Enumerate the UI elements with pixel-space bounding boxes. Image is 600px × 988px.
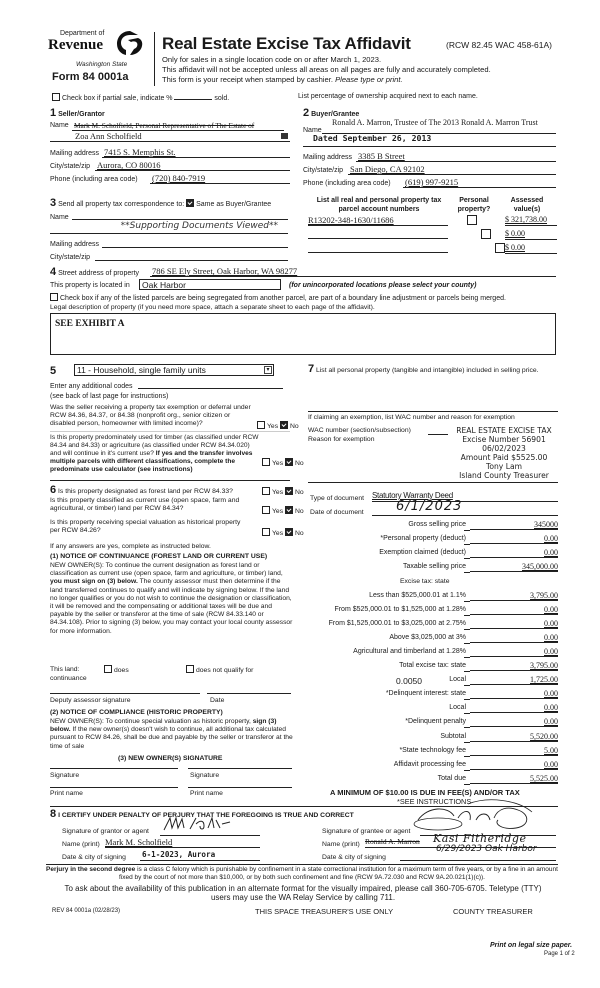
parcels-col-1-header: List all real and personal property tax parcel account numbers xyxy=(316,197,442,213)
owner-print-2-field[interactable] xyxy=(188,787,292,788)
same-as-buyer-checkbox[interactable] xyxy=(186,199,194,207)
personal-property-field[interactable] xyxy=(308,411,558,412)
tax-row-tech-fee xyxy=(300,747,558,758)
property-located-note: (for unincorporated locations please select your county) xyxy=(289,282,477,289)
notice-2-title: (2) NOTICE OF COMPLIANCE (HISTORIC PROPERTY) xyxy=(50,709,223,716)
document-type-label: Type of document xyxy=(310,495,365,502)
parcel-row-1-personal-checkbox[interactable] xyxy=(467,215,477,225)
tax-row-gross xyxy=(300,521,558,532)
dor-logo xyxy=(48,30,148,60)
seller-city-value: Aurora, CO 80016 xyxy=(97,160,161,170)
correspondence-name-field-1[interactable] xyxy=(72,211,288,220)
same-as-buyer-label: Same as Buyer/Grantee xyxy=(196,201,272,208)
grantor-signature-field[interactable] xyxy=(160,822,260,836)
s6-q3-yes-checkbox[interactable] xyxy=(262,528,270,536)
s6-q3-no-label: No xyxy=(294,530,304,537)
grantee-name-label: Name (print) xyxy=(322,841,360,848)
tax-row-personal xyxy=(300,535,558,546)
header-line-3 xyxy=(162,75,403,84)
parcel-row-3-value: $ 0.00 xyxy=(505,243,525,252)
owner-signature-2-field[interactable] xyxy=(188,768,292,769)
print-legal-note: Print on legal size paper. xyxy=(490,942,573,949)
seller-name-label: Name xyxy=(50,122,69,129)
this-land-label: This land: xyxy=(50,666,80,673)
does-label: does xyxy=(114,667,129,674)
total-due-field[interactable]: 5,525.00 xyxy=(470,774,558,784)
tax-label: Above $3,025,000 at 3% xyxy=(389,634,466,641)
accessibility-notice: To ask about the availability of this publication in an alternate format for the visually impaired, please call 360-705-6705. Teletype (TTY) users may use the WA Relay Service by calling 711. xyxy=(64,884,542,902)
tax-label: From $525,000.01 to $1,525,000 at 1.28% xyxy=(334,606,466,613)
document-date-field[interactable] xyxy=(372,499,558,516)
county-treasurer: COUNTY TREASURER xyxy=(453,907,533,916)
tax-row-tier2 xyxy=(300,606,558,617)
tier-2-tax-field[interactable]: 0.00 xyxy=(470,605,558,615)
section-8-number: 8 xyxy=(50,808,57,820)
correspondence-heading xyxy=(50,197,271,209)
property-street-row xyxy=(50,266,139,278)
tax-label: Total excise tax: state xyxy=(399,662,466,669)
parcels-col-3-header: Assessed value(s) xyxy=(510,197,544,213)
buyer-mailing-label: Mailing address xyxy=(303,154,353,161)
section-6-q1 xyxy=(50,484,233,496)
s6-q2-yes-checkbox[interactable] xyxy=(262,506,270,514)
property-street-label: Street address of property xyxy=(58,270,140,277)
grantee-name-struck: Ronald A. Marron xyxy=(365,837,420,846)
tax-label: Gross selling price xyxy=(408,521,466,528)
parcel-row-1-number: R13202-348-1630/11686 xyxy=(308,215,394,225)
notice-1-text-a: NEW OWNER(S): To continue the current designation as forest land or classification as current use (open space, farm and agriculture, or timber) land, xyxy=(50,562,283,578)
owner-signature-2-label: Signature xyxy=(190,772,220,779)
tax-row-tier3 xyxy=(300,620,558,631)
grantee-name-handwritten: Kasi Fitheridge xyxy=(433,832,527,845)
additional-codes-field[interactable] xyxy=(138,381,283,389)
section-5-q2-bold: If yes and the transfer involves multiple parcels with different classifications, complete the predominate use calculator (see instructions) xyxy=(50,450,253,473)
s6-q3-no-checkbox[interactable] xyxy=(285,528,293,536)
notice-2-bold: sign (3) below. xyxy=(50,718,277,734)
property-located-value: Oak Harbor xyxy=(142,280,186,290)
notice-2-text-b: If the new owner(s) doesn't wish to continue, all additional tax calculated pursuant to RCW 84.26, shall be due and payable by the seller or transferor at the time of sale xyxy=(50,726,293,750)
tier-3-tax-field[interactable]: 0.00 xyxy=(470,619,558,629)
seller-phone-value: (720) 840-7919 xyxy=(152,173,206,183)
tax-label: Subtotal xyxy=(440,733,466,740)
partial-sale-suffix: sold. xyxy=(214,95,230,102)
deputy-signature-field[interactable] xyxy=(50,693,200,694)
property-located-label: This property is located in xyxy=(50,282,130,289)
owner-signature-1-field[interactable] xyxy=(50,768,178,769)
legal-description-box[interactable] xyxy=(50,313,556,355)
q2-yes-checkbox[interactable] xyxy=(262,458,270,466)
delinquent-interest-state-field[interactable]: 0.00 xyxy=(470,689,558,699)
grantee-signature-scribble xyxy=(398,798,538,832)
correspondence-mailing-field[interactable] xyxy=(102,238,288,248)
subtotal-field[interactable]: 5,520.00 xyxy=(470,732,558,742)
use-code-select[interactable] xyxy=(74,364,274,376)
s6-q2-yes-label: Yes xyxy=(272,508,284,515)
grantor-name-label: Name (print) xyxy=(62,841,100,848)
dor-logo-icon xyxy=(116,30,144,56)
seller-mailing-label: Mailing address xyxy=(50,150,100,157)
total-state-tax-field[interactable]: 3,795.00 xyxy=(470,661,558,671)
property-located-select[interactable] xyxy=(139,279,281,290)
parcel-row-2-value: $ 0.00 xyxy=(505,229,525,238)
personal-property-deduct-field[interactable]: 0.00 xyxy=(470,534,558,544)
header-line-3-text: This form is your receipt when stamped by cashier. xyxy=(162,75,333,84)
s6-q1-yes-label: Yes xyxy=(272,489,284,496)
tax-label: *State technology fee xyxy=(399,747,466,754)
tax-row-total-state xyxy=(300,662,558,673)
perjury-divider xyxy=(46,864,558,865)
buyer-city-label: City/state/zip xyxy=(303,167,344,174)
parcel-row-2-value-field[interactable] xyxy=(505,229,557,240)
processing-fee-field[interactable]: 0.00 xyxy=(470,760,558,770)
header-divider xyxy=(154,32,155,86)
buyer-heading-label: Buyer/Grantee xyxy=(311,111,360,118)
buyer-mailing-field[interactable] xyxy=(356,151,556,162)
correspondence-name-label: Name xyxy=(50,214,69,221)
reason-label: Reason for exemption xyxy=(308,436,375,443)
tax-label: Less than $525,000.01 at 1.1% xyxy=(369,592,466,599)
perjury-notice-bold: Perjury in the second degree xyxy=(46,866,136,873)
parcel-row-2-personal-checkbox[interactable] xyxy=(481,229,491,239)
tax-label: Affidavit processing fee xyxy=(393,761,466,768)
deputy-date-field[interactable] xyxy=(207,693,291,694)
parcel-row-3-personal-checkbox[interactable] xyxy=(495,243,505,253)
section-5-number: 5 xyxy=(50,365,57,377)
stamp-line-4: Amount Paid $5525.00 xyxy=(460,453,548,462)
tax-row-agricultural xyxy=(300,648,558,659)
parcel-row-3-value-field[interactable] xyxy=(505,243,557,254)
seller-name-field-1[interactable] xyxy=(72,120,284,131)
treasurer-use-only: THIS SPACE TREASURER'S USE ONLY xyxy=(255,907,394,916)
certify-statement: I CERTIFY UNDER PENALTY OF PERJURY THAT THE FOREGOING IS TRUE AND CORRECT xyxy=(58,812,354,819)
buyer-city-field[interactable] xyxy=(348,164,556,175)
q1-yes-checkbox[interactable] xyxy=(257,421,265,429)
seller-city-field[interactable] xyxy=(95,160,290,171)
header-line-2: This affidavit will not be accepted unless all areas on all pages are fully and accurately completed. xyxy=(162,65,491,74)
s6-q2-no-checkbox[interactable] xyxy=(285,506,293,514)
property-street-value: 786 SE Ely Street, Oak Harbor, WA 98277 xyxy=(152,266,298,276)
grantee-date-field[interactable] xyxy=(400,844,556,861)
section-4-number: 4 xyxy=(50,266,57,278)
owner-print-2-label: Print name xyxy=(190,790,223,797)
document-date-label: Date of document xyxy=(310,509,364,516)
form-title: Real Estate Excise Tax Affidavit xyxy=(162,34,411,53)
exemption-reason-field[interactable] xyxy=(308,482,558,483)
seller-name-line-1: Mark M. Scholfield, Personal Representative of The Estate of xyxy=(74,121,255,130)
use-code-value: 11 - Household, single family units xyxy=(77,365,206,375)
property-street-field[interactable] xyxy=(150,266,556,277)
notice-1-body xyxy=(50,562,294,636)
tax-label: *Delinquent interest: state xyxy=(385,690,466,697)
tax-row-delinquent-interest-state xyxy=(300,690,558,701)
grantor-date-field[interactable] xyxy=(140,851,260,861)
q1-no-checkbox[interactable] xyxy=(280,421,288,429)
section-5-divider xyxy=(50,431,290,432)
continuance-label: continuance xyxy=(50,675,87,682)
grantee-date-label: Date & city of signing xyxy=(322,854,386,861)
local-rate: 0.0050 xyxy=(396,676,422,686)
tax-row-delinquent-interest-local xyxy=(300,704,558,715)
revenue-label: Revenue xyxy=(48,37,103,53)
perjury-notice-text: is a class C felony which is punishable by confinement in a state correctional institution for a maximum term of five years, or by a fine in an amount fixed by the court of not more than $10,000, or by both such confinement and fine (RCW 9A.72.030 and RCW 9A.20.021(1)(c)). xyxy=(118,866,558,881)
parcels-col-2-header: Personal property? xyxy=(457,197,491,213)
seller-heading-label: Seller/Grantor xyxy=(58,111,105,118)
does-not-option xyxy=(186,665,253,674)
notice-2-text-a: NEW OWNER(S): To continue special valuation as historic property, xyxy=(50,718,251,725)
partial-sale-checkbox[interactable] xyxy=(52,93,60,101)
seller-mailing-field[interactable] xyxy=(102,147,290,158)
q2-yes-label: Yes xyxy=(272,460,284,467)
tax-label: Local xyxy=(449,676,466,683)
tax-row-tier1 xyxy=(300,592,558,603)
buyer-name-line-1: Ronald A. Marron, Trustee of The 2013 Ronald A. Marron Trust xyxy=(332,118,538,127)
buyer-phone-label: Phone (including area code) xyxy=(303,180,391,187)
section-1-number: 1 xyxy=(50,107,57,119)
parcel-row-1-value: $ 321,738.00 xyxy=(505,215,547,224)
tax-row-tier4 xyxy=(300,634,558,645)
tax-label: Agricultural and timberland at 1.28% xyxy=(353,648,466,655)
section-6-q1-text: Is this property designated as forest land per RCW 84.33? xyxy=(58,488,233,495)
correspondence-label: Send all property tax correspondence to: xyxy=(58,201,185,208)
tax-label: *Personal property (deduct) xyxy=(380,535,466,542)
parcel-row-2-number-field[interactable] xyxy=(308,228,448,239)
legal-description-value: SEE EXHIBIT A xyxy=(55,319,125,329)
section-5-q2-answer xyxy=(262,458,304,467)
perjury-notice xyxy=(44,866,560,882)
section-6-q3-answer xyxy=(262,528,304,537)
grantor-signature-scribble xyxy=(160,814,240,834)
ownership-note: List percentage of ownership acquired next to each name. xyxy=(298,93,478,100)
grantor-name-value: Mark M. Scholfield xyxy=(105,837,173,847)
stamp-line-5: Tony Lam xyxy=(486,462,522,471)
excise-tax-state-heading: Excise tax: state xyxy=(400,578,450,585)
tax-label: Total due xyxy=(437,775,466,782)
tax-label: Local xyxy=(449,704,466,711)
tax-row-taxable xyxy=(300,563,558,574)
s6-q3-yes-label: Yes xyxy=(272,530,284,537)
does-not-checkbox[interactable] xyxy=(186,665,194,673)
grantor-name-field[interactable] xyxy=(105,838,260,848)
tax-label: Exemption claimed (deduct) xyxy=(379,549,466,556)
rev-number: REV 84 0001a (02/28/23) xyxy=(52,908,121,914)
section-6-q1-answer xyxy=(262,487,304,496)
owner-print-1-field[interactable] xyxy=(50,787,178,788)
tax-label: Taxable selling price xyxy=(402,563,466,570)
document-type-value: Statutory Warranty Deed xyxy=(372,491,453,500)
section-6-if-yes: If any answers are yes, complete as instructed below. xyxy=(50,543,211,550)
tax-row-processing-fee xyxy=(300,761,558,772)
stamp-line-1: REAL ESTATE EXCISE TAX xyxy=(456,426,552,435)
tax-label: *Delinquent penalty xyxy=(405,718,466,725)
section-6-divider xyxy=(50,480,290,481)
wac-label: WAC number (section/subsection) xyxy=(308,427,411,434)
s6-q2-no-label: No xyxy=(294,508,304,515)
seller-mailing-value: 7415 S. Memphis St. xyxy=(104,147,176,157)
agricultural-tax-field[interactable]: 0.00 xyxy=(470,647,558,657)
see-instructions: *SEE INSTRUCTIONS xyxy=(397,797,472,806)
owner-signature-1-label: Signature xyxy=(50,772,80,779)
seller-name-line-2: Zoa Ann Scholfield xyxy=(75,131,142,141)
q1-yes-label: Yes xyxy=(267,423,279,430)
form-number: Form 84 0001a xyxy=(52,71,129,83)
section-2-number: 2 xyxy=(303,107,310,119)
section-6-q3: Is this property receiving special valuation as historical property per RCW 84.26? xyxy=(50,519,241,534)
seller-phone-field[interactable] xyxy=(150,173,290,184)
dept-of-label: Department of xyxy=(60,30,105,37)
partial-sale-row xyxy=(52,93,229,102)
grantee-signature-label: Signature of grantee or agent xyxy=(322,828,411,835)
section-5-q1: Was the seller receiving a property tax exemption or deferral under RCW 84.36, 84.37, or 84.38 (nonprofit org., senior citizen or disabled person, homeowner with limited income)? xyxy=(50,404,251,427)
legal-description-label: Legal description of property (if you need more space, attach a separate sheet to each page of the affidavit). xyxy=(50,304,375,311)
notice-1-text-b: The county assessor must then determine if the land transferred continues to qualify and will indicate by signing below. If the land no longer qualifies or you do not wish to continue the designation or classification, it will be removed and the compensating or additional taxes will be due and payable by the seller or transferor at the time of sale (RCW 84.33.140 or 84.34.108). Prior to signing (3) below, you may contact your local county assessor for more information. xyxy=(50,578,293,635)
q1-no-label: No xyxy=(289,423,299,430)
tax-row-exemption xyxy=(300,549,558,560)
notice-1-title: (1) NOTICE OF CONTINUANCE (FOREST LAND OR CURRENT USE) xyxy=(50,553,268,560)
buyer-phone-field[interactable] xyxy=(403,177,556,188)
stamp-line-3: 06/02/2023 xyxy=(482,444,526,453)
buyer-city-value: San Diego, CA 92102 xyxy=(350,164,425,174)
segregate-label: Check box if any of the listed parcels are being segregated from another parcel, are part of a boundary line adjustment or parcels being merged. xyxy=(60,295,506,302)
s6-q1-no-label: No xyxy=(294,489,304,496)
seller-name-field-2[interactable] xyxy=(50,131,290,142)
notice-1-bold: you must sign on (3) below. xyxy=(50,578,138,586)
section-3-number: 3 xyxy=(50,197,57,209)
q2-no-label: No xyxy=(294,460,304,467)
field-marker-icon xyxy=(281,133,288,139)
does-option xyxy=(104,665,129,674)
taxable-selling-price-field[interactable]: 345,000.00 xyxy=(470,562,558,572)
delinquent-interest-local-field[interactable]: 0.00 xyxy=(470,703,558,713)
segregate-row xyxy=(50,293,506,302)
buyer-name-label: Name xyxy=(303,127,322,134)
s6-q1-no-checkbox[interactable] xyxy=(285,487,293,495)
section-6-q2: Is this property classified as current use (open space, farm and agricultural, or timber) land per RCW 84.34? xyxy=(50,497,240,512)
seller-heading xyxy=(50,107,105,119)
header-line-1: Only for sales in a single location code on or after March 1, 2023. xyxy=(162,55,382,64)
parcel-row-1-number-field[interactable] xyxy=(308,215,448,226)
buyer-name-line-2: Dated September 26, 2013 xyxy=(313,133,432,143)
grantor-date-value: 6-1-2023, Aurora xyxy=(142,850,216,859)
seller-city-label: City/state/zip xyxy=(50,163,91,170)
new-owner-signature-title: (3) NEW OWNER(S) SIGNATURE xyxy=(118,755,223,762)
section-5-q2 xyxy=(50,434,260,474)
section-6-number: 6 xyxy=(50,484,57,496)
tax-row-local xyxy=(300,676,558,687)
owner-print-1-label: Print name xyxy=(50,790,83,797)
section-5-q1-answer xyxy=(257,421,299,430)
exemption-deduct-field[interactable]: 0.00 xyxy=(470,548,558,558)
section-7-heading xyxy=(308,365,558,375)
correspondence-mailing-label: Mailing address xyxy=(50,241,100,248)
section-7-number: 7 xyxy=(308,363,315,375)
tier-4-tax-field[interactable]: 0.00 xyxy=(470,633,558,643)
partial-sale-label: Check box if partial sale, indicate % xyxy=(62,95,173,102)
minimum-due-notice: A MINIMUM OF $10.00 IS DUE IN FEE(S) AND/OR TAX xyxy=(330,788,520,797)
stamp-line-6: Island County Treasurer xyxy=(459,471,549,480)
document-date-value: 6/1/2023 xyxy=(396,499,463,514)
section-5-q2-text: Is this property predominately used for timber (as classified under RCW 84.34 and 84.33) or agriculture (as classified under RCW 84.34.020) and will continue in it's current use? xyxy=(50,434,259,457)
wac-field[interactable] xyxy=(428,428,448,435)
deputy-signature-label: Deputy assessor signature xyxy=(50,697,131,704)
tax-row-total-due xyxy=(300,775,558,786)
correspondence-city-label: City/state/zip xyxy=(50,254,91,261)
parcel-row-1-value-field[interactable] xyxy=(505,215,557,226)
correspondence-name-field-2[interactable] xyxy=(50,220,288,234)
stamp-line-2: Excise Number 56901 xyxy=(462,435,546,444)
correspondence-city-field[interactable] xyxy=(95,251,288,261)
page-number: Page 1 of 2 xyxy=(544,951,575,957)
delinquent-penalty-field[interactable]: 0.00 xyxy=(470,717,558,727)
local-tax-field[interactable]: 1,725.00 xyxy=(470,675,558,685)
deputy-date-label: Date xyxy=(210,697,225,704)
does-checkbox[interactable] xyxy=(104,665,112,673)
additional-codes-label: Enter any additional codes xyxy=(50,383,133,390)
gross-selling-price-field[interactable]: 345000 xyxy=(470,520,558,530)
segregate-checkbox[interactable] xyxy=(50,293,58,301)
partial-sale-percent-field[interactable] xyxy=(174,99,212,100)
form-title-ref: (RCW 82.45 WAC 458-61A) xyxy=(446,40,552,50)
chevron-down-icon[interactable]: ▾ xyxy=(264,366,272,374)
tier-1-tax-field[interactable]: 3,795.00 xyxy=(470,591,558,601)
tax-row-subtotal xyxy=(300,733,558,744)
grantor-signature-label: Signature of grantor or agent xyxy=(62,828,149,835)
grantor-date-label: Date & city of signing xyxy=(62,854,126,861)
header-line-3-italic: Please type or print. xyxy=(335,75,403,84)
buyer-mailing-value: 3385 B Street xyxy=(358,151,405,161)
tax-row-delinquent-penalty xyxy=(300,718,558,729)
section-7-label: List all personal property (tangible and intangible) included in selling price. xyxy=(316,367,539,374)
buyer-phone-value: (619) 997-9215 xyxy=(405,177,459,187)
tax-label: From $1,525,000.01 to $3,025,000 at 2.75% xyxy=(328,620,466,627)
additional-codes-note: (see back of last page for instructions) xyxy=(50,393,169,400)
washington-state-label: Washington State xyxy=(76,61,128,68)
does-not-label: does not qualify for xyxy=(196,667,254,674)
exemption-label: If claiming an exemption, list WAC number and reason for exemption xyxy=(308,414,515,421)
grantee-date-value: 6/29/2023 Oak Harbor xyxy=(436,844,537,854)
parcel-row-3-number-field[interactable] xyxy=(308,242,448,253)
q2-no-checkbox[interactable] xyxy=(285,458,293,466)
seller-phone-label: Phone (including area code) xyxy=(50,176,138,183)
technology-fee-field[interactable]: 5.00 xyxy=(470,746,558,756)
s6-q1-yes-checkbox[interactable] xyxy=(262,487,270,495)
treasurer-stamp xyxy=(448,426,560,480)
supporting-documents-stamp: **Supporting Documents Viewed** xyxy=(120,221,278,231)
section-6-q2-answer xyxy=(262,506,304,515)
notice-2-body xyxy=(50,718,294,751)
buyer-name-field-2[interactable] xyxy=(303,135,556,147)
